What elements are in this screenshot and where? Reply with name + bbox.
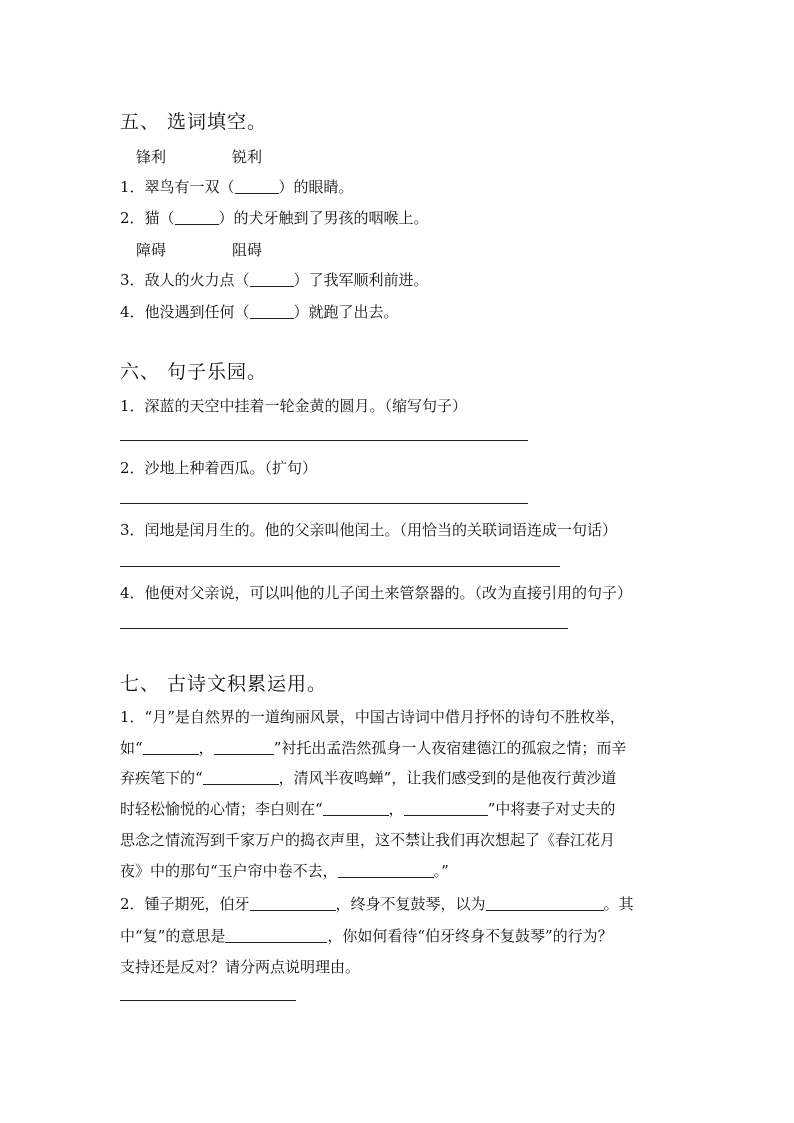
poem-blank-4[interactable] [323, 801, 389, 816]
word-choice-b2: 阻碍 [232, 241, 263, 259]
s7-p1-line-4: 时轻松愉悦的心情；李白则在“ ， ”中将妻子对丈夫的 [120, 800, 616, 818]
s5-q2-blank[interactable] [175, 210, 219, 225]
s5-q3-blank[interactable] [250, 272, 294, 287]
s7-p1-line-2: 如“ ， ”衬托出孟浩然孤身一人夜宿建德江的孤寂之情；而辛 [120, 739, 627, 757]
s7-p1-line-3: 弃疾笔下的“ ，清风半夜鸣蝉”，让我们感受到的是他夜行黄沙道 [120, 769, 617, 787]
section-5-heading: 五、 选词填空。 [120, 111, 268, 133]
boya-blank-2[interactable] [486, 896, 604, 911]
s5-question-2: 2．猫（ ）的犬牙触到了男孩的咽喉上。 [120, 209, 429, 227]
s5-question-3: 3．敌人的火力点（ ）了我军顺利前进。 [120, 271, 429, 289]
s5-question-1: 1．翠鸟有一双（ ）的眼睛。 [120, 178, 354, 196]
s6-question-1: 1．深蓝的天空中挂着一轮金黄的圆月。（缩写句子） [120, 397, 468, 415]
word-choice-b1: 障碍 [136, 241, 167, 259]
poem-blank-1[interactable] [143, 740, 199, 755]
s5-q1-blank[interactable] [235, 179, 279, 194]
s7-p1-line-1: 1．“月”是自然界的一道绚丽风景，中国古诗词中借月抒怀的诗句不胜枚举， [120, 708, 625, 726]
s7-p2-line-1: 2．锺子期死，伯牙 ，终身不复鼓琴，以为 。其 [120, 895, 634, 913]
s5-question-4: 4．他没遇到任何（ ）就跑了出去。 [120, 303, 399, 321]
poem-blank-6[interactable] [338, 863, 434, 878]
s6-answer-line-4[interactable] [120, 628, 568, 629]
poem-blank-3[interactable] [203, 770, 279, 785]
s7-p2-line-3: 支持还是反对？请分两点说明理由。 [120, 958, 361, 976]
s6-answer-line-1[interactable] [120, 440, 528, 441]
s6-answer-line-2[interactable] [120, 503, 528, 504]
boya-blank-3[interactable] [225, 928, 327, 943]
s7-p1-line-5: 思念之情流泻到千家万户的捣衣声里，这不禁让我们再次想起了《春江花月 [120, 831, 616, 849]
word-choice-a2: 锐利 [232, 148, 263, 166]
s6-question-2: 2．沙地上种着西瓜。（扩句） [120, 459, 318, 477]
section-7-heading: 七、 古诗文积累运用。 [120, 673, 328, 695]
s6-question-3: 3．闰地是闰月生的。他的父亲叫他闰土。（用恰当的关联词语连成一句话） [120, 521, 618, 539]
word-choice-a1: 锋利 [136, 148, 167, 166]
s7-p1-line-6: 夜》中的那句“玉户帘中卷不去， 。” [120, 862, 449, 880]
poem-blank-5[interactable] [404, 801, 488, 816]
boya-blank-1[interactable] [250, 896, 336, 911]
s6-question-4: 4．他便对父亲说，可以叫他的儿子闰土来管祭器的。（改为直接引用的句子） [120, 584, 633, 602]
s6-answer-line-3[interactable] [120, 566, 560, 567]
s7-answer-line[interactable] [120, 1000, 296, 1001]
section-6-heading: 六、 句子乐园。 [120, 361, 268, 383]
s7-p2-line-2: 中“复”的意思是 ，你如何看待“伯牙终身不复鼓琴”的行为？ [120, 927, 613, 945]
s5-q4-blank[interactable] [250, 304, 294, 319]
poem-blank-2[interactable] [214, 740, 274, 755]
